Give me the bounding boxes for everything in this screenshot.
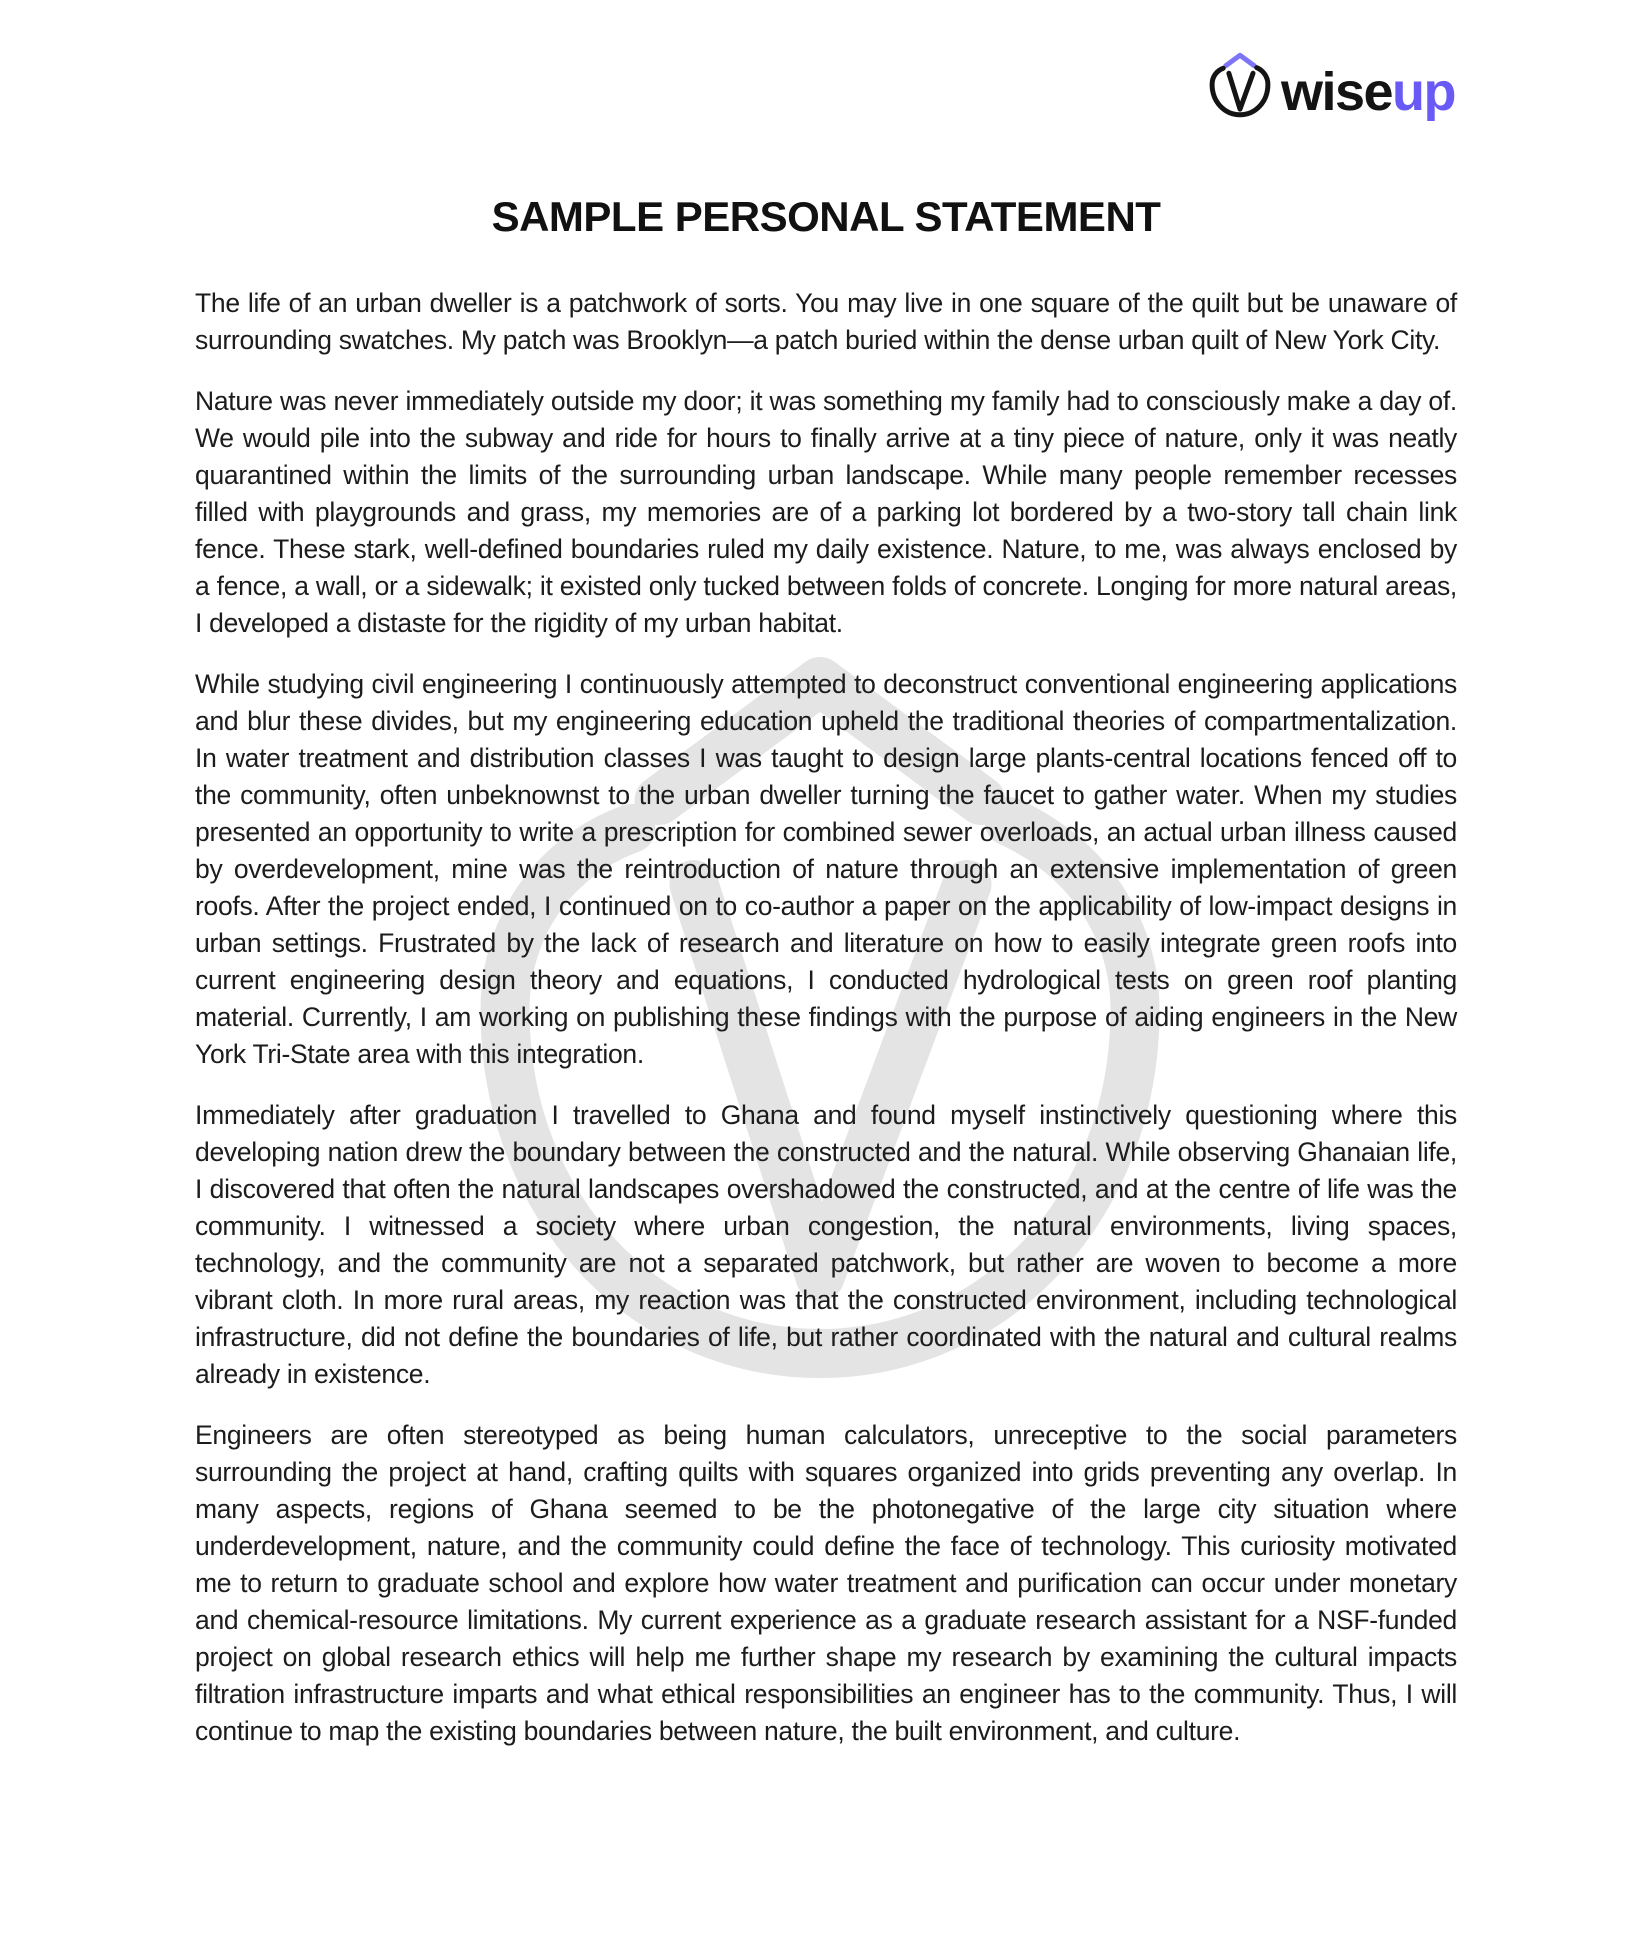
- statement-paragraph: The life of an urban dweller is a patchwork of sorts. You may live in one square of the quilt but be unaware of surrounding swatches. My patch was Brooklyn—a patch buried within the dense urban quilt of New York City.: [195, 288, 1457, 355]
- statement-body: [195, 285, 1457, 1750]
- wiseup-tulip-icon: [1209, 52, 1271, 118]
- document-content: [195, 0, 1457, 1774]
- logo-caret-icon: [1226, 55, 1255, 66]
- statement-paragraph: Nature was never immediately outside my door; it was something my family had to consciously make a day of. We would pile into the subway and ride for hours to finally arrive at a tiny piece of nature, only it was neatly quarantined within the limits of the surrounding urban landscape. While many people remember recesses filled with playgrounds and grass, my memories are of a parking lot bordered by a two-story tall chain link fence. These stark, well-defined boundaries ruled my daily existence. Nature, to me, was always enclosed by a fence, a wall, or a sidewalk; it existed only tucked between folds of concrete. Longing for more natural areas, I developed a distaste for the rigidity of my urban habitat.: [195, 386, 1457, 638]
- statement-paragraph: Immediately after graduation I travelled to Ghana and found myself instinctively questioning where this developing nation drew the boundary between the constructed and the natural. While observing Ghanaian life, I discovered that often the natural landscapes overshadowed the constructed, and at the centre of life was the community. I witnessed a society where urban congestion, the natural environments, living spaces, technology, and the community are not a separated patchwork, but rather are woven to become a more vibrant cloth. In more rural areas, my reaction was that the constructed environment, including technological infrastructure, did not define the boundaries of life, but rather coordinated with the natural and cultural realms already in existence.: [195, 1100, 1457, 1389]
- brand-wordmark-up: up: [1392, 61, 1455, 122]
- brand-wordmark-wise: wise: [1280, 61, 1393, 122]
- statement-paragraph: Engineers are often stereotyped as being human calculators, unreceptive to the social parameters surrounding the project at hand, crafting quilts with squares organized into grids preventing any overlap. In many aspects, regions of Ghana seemed to be the photonegative of the large city situation where underdevelopment, nature, and the community could define the face of technology. This curiosity motivated me to return to graduate school and explore how water treatment and purification can occur under monetary and chemical-resource limitations. My current experience as a graduate research assistant for a NSF-funded project on global research ethics will help me further shape my research by examining the cultural impacts filtration infrastructure imparts and what ethical responsibilities an engineer has to the community. Thus, I will continue to map the existing boundaries between nature, the built environment, and culture.: [195, 1420, 1457, 1746]
- brand-wordmark: [1280, 61, 1455, 122]
- document-title: SAMPLE PERSONAL STATEMENT: [491, 193, 1161, 240]
- statement-paragraph: While studying civil engineering I continuously attempted to deconstruct conventional engineering applications and blur these divides, but my engineering education upheld the traditional theories of compartmentalization. In water treatment and distribution classes I was taught to design large plants-central locations fenced off to the community, often unbeknownst to the urban dweller turning the faucet to gather water. When my studies presented an opportunity to write a prescription for combined sewer overloads, an actual urban illness caused by overdevelopment, mine was the reintroduction of nature through an extensive implementation of green roofs. After the project ended, I continued on to co-author a paper on the applicability of low-impact designs in urban settings. Frustrated by the lack of research and literature on how to easily integrate green roofs into current engineering design theory and equations, I conducted hydrological tests on green roof planting material. Currently, I am working on publishing these findings with the purpose of aiding engineers in the New York Tri-State area with this integration.: [195, 669, 1457, 1069]
- wiseup-logo: [1209, 52, 1455, 122]
